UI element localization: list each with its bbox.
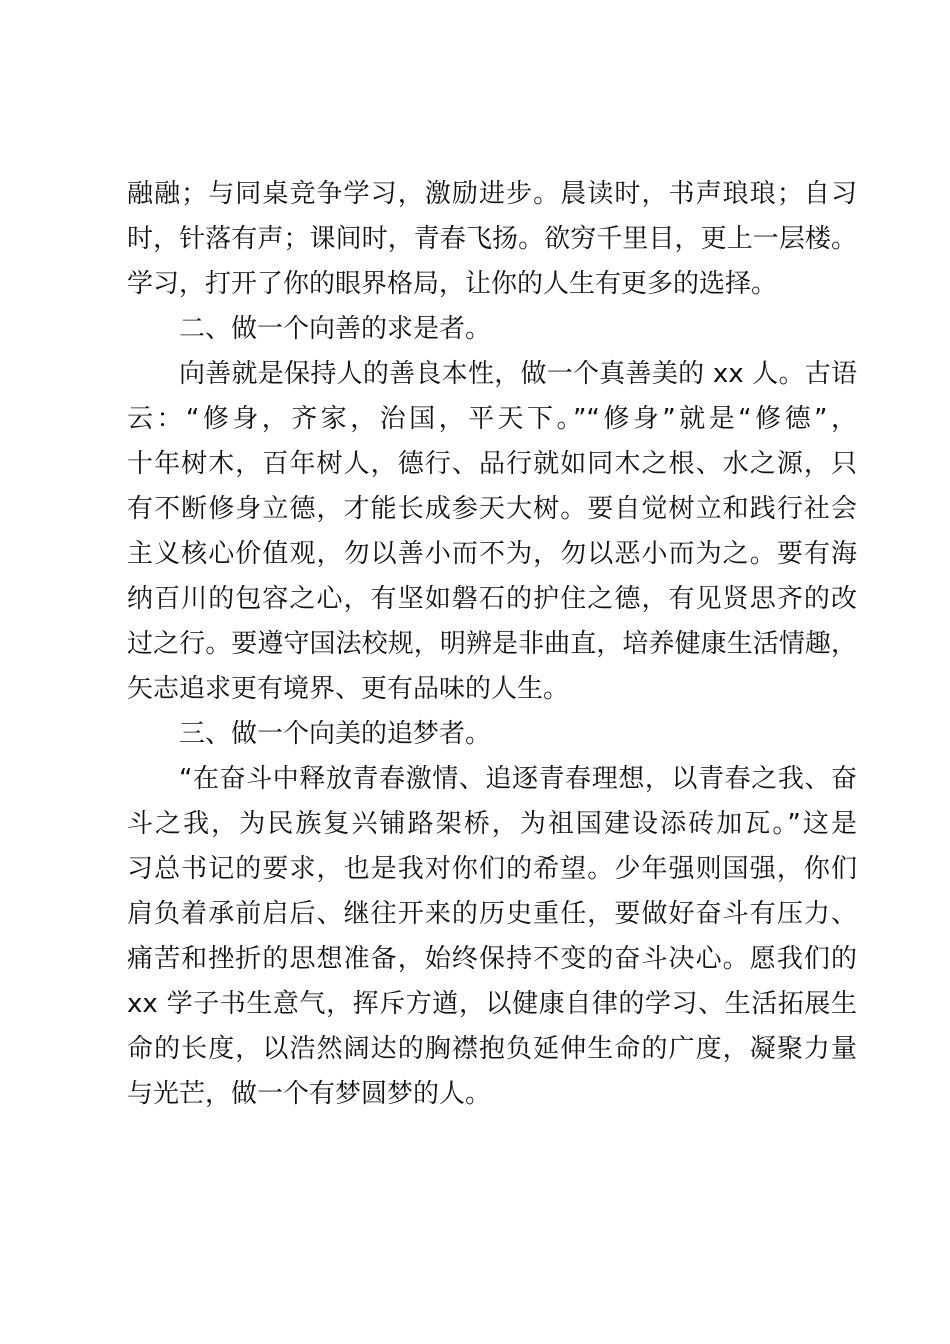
body-line: 时，针落有声；课间时，青春飞扬。欲穷千里目，更上一层楼。 (127, 224, 857, 254)
body-line: 肩负着承前启后、继往开来的历史重任，要做好奋斗有压力、 (127, 899, 857, 929)
body-line: 主义核心价值观，勿以善小而不为，勿以恶小而为之。要有海 (127, 539, 857, 569)
body-line: 过之行。要遵守国法校规，明辨是非曲直，培养健康生活情趣， (127, 629, 857, 659)
body-line: 命的长度，以浩然阔达的胸襟抱负延伸生命的广度，凝聚力量 (127, 1034, 857, 1064)
body-line: 与光芒，做一个有梦圆梦的人。 (127, 1079, 492, 1109)
body-line: 云：“修身，齐家，治国，平天下。”“修身”就是“修德”， (127, 404, 857, 434)
body-line: 纳百川的包容之心，有坚如磐石的护住之德，有见贤思齐的改 (127, 584, 857, 614)
section-heading: 二、做一个向善的求是者。 (179, 314, 492, 344)
body-line: 融融；与同桌竞争学习，激励进步。晨读时，书声琅琅；自习 (127, 179, 857, 209)
body-line: 学习，打开了你的眼界格局，让你的人生有更多的选择。 (127, 269, 778, 299)
body-line: 十年树木，百年树人，德行、品行就如同木之根、水之源，只 (127, 449, 857, 479)
body-line: 矢志追求更有境界、更有品味的人生。 (127, 674, 570, 704)
body-line: 习总书记的要求，也是我对你们的希望。少年强则国强，你们 (127, 854, 857, 884)
body-line: “在奋斗中释放青春激情、追逐青春理想，以青春之我、奋 (179, 764, 857, 794)
body-line: 斗之我，为民族复兴铺路架桥，为祖国建设添砖加瓦。”这是 (127, 809, 857, 839)
document-body (127, 172, 857, 1117)
body-line: 有不断修身立德，才能长成参天大树。要自觉树立和践行社会 (127, 494, 857, 524)
body-line: xx 学子书生意气，挥斥方遒，以健康自律的学习、生活拓展生 (127, 989, 857, 1019)
body-line: 痛苦和挫折的思想准备，始终保持不变的奋斗决心。愿我们的 (127, 944, 857, 974)
body-line: 向善就是保持人的善良本性，做一个真善美的 xx 人。古语 (179, 359, 857, 389)
section-heading: 三、做一个向美的追梦者。 (179, 719, 492, 749)
